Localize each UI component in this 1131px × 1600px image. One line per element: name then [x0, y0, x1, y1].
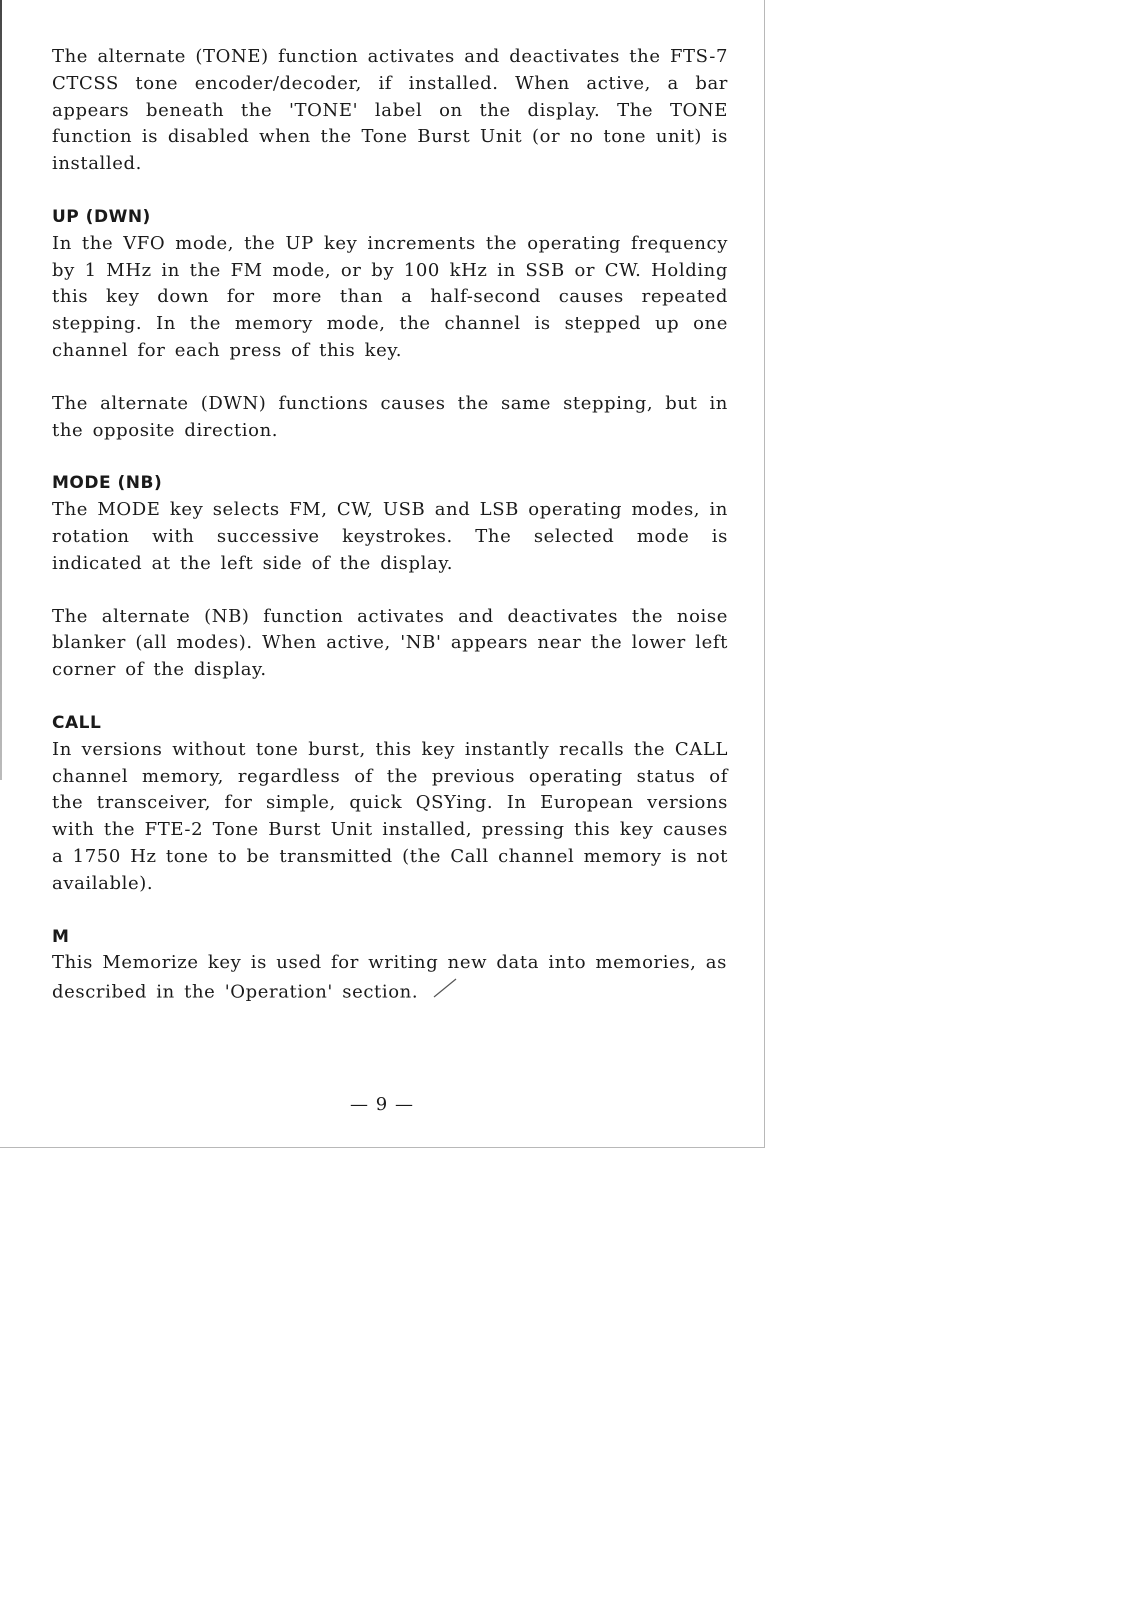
spacer	[52, 898, 728, 924]
pen-mark-icon	[432, 977, 458, 1008]
heading-up-dwn: UP (DWN)	[52, 206, 151, 227]
tone-alternate-paragraph: The alternate (TONE) function activates and deactivates the FTS-7 CTCSS tone encoder/decoder, if installed. When active, a bar appears beneath the 'TONE' label on the display. The TONE function is disabled when the Tone Burst Unit (or no tone unit) is installed.	[52, 46, 728, 175]
m-key-text: This Memorize key is used for writing new data into memories, as described in the 'Operation' section.	[52, 952, 727, 1003]
mode-key-paragraph: The MODE key selects FM, CW, USB and LSB operating modes, in rotation with successive keystrokes. The selected mode is indicated at the left side of the display.	[52, 499, 728, 574]
spacer	[52, 684, 728, 710]
m-key-paragraph	[52, 950, 728, 1008]
page-left-edge	[0, 0, 2, 780]
nb-alternate-paragraph: The alternate (NB) function activates and deactivates the noise blanker (all modes). When active, 'NB' appears near the lower left corner of the display.	[52, 605, 728, 681]
spacer	[52, 178, 728, 204]
page-number: — 9 —	[350, 1094, 414, 1115]
spacer	[52, 578, 728, 604]
heading-mode-nb: MODE (NB)	[52, 473, 163, 494]
call-key-paragraph: In versions without tone burst, this key instantly recalls the CALL channel memory, regardless of the previous operating status of the transceiver, for simple, quick QSYing. In European versions with the FTE-2 Tone Burst Unit installed, pressing this key causes a 1750 Hz tone to be transmitted (the Call channel memory is not available).	[52, 738, 728, 894]
spacer	[52, 365, 728, 391]
page-content	[52, 44, 728, 1008]
up-key-paragraph: In the VFO mode, the UP key increments the operating frequency by 1 MHz in the FM mode, or by 100 kHz in SSB or CW. Holding this key down for more than a half-second causes repeated stepping. In the memory mode, the channel is stepped up one channel for each press of this key.	[52, 232, 728, 361]
heading-call: CALL	[52, 712, 102, 733]
heading-m: M	[52, 926, 70, 947]
spacer	[52, 444, 728, 470]
manual-page	[0, 0, 765, 1148]
dwn-alternate-paragraph: The alternate (DWN) functions causes the same stepping, but in the opposite direction.	[52, 392, 728, 441]
